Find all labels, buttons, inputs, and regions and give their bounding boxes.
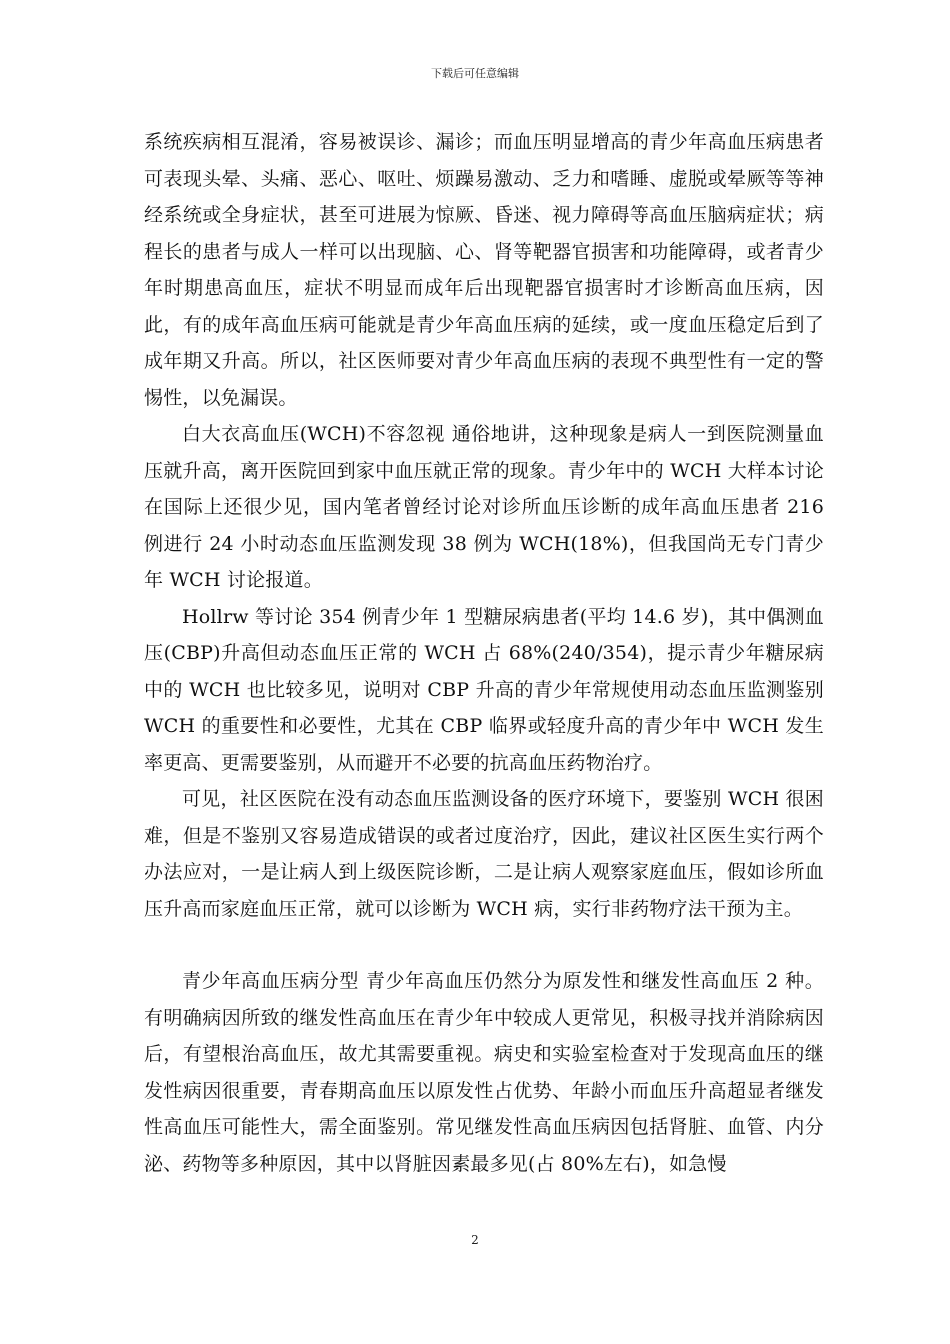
- paragraph-classification: 青少年高血压病分型 青少年高血压仍然分为原发性和继发性高血压 2 种。有明确病因所致的继发性高血压在青少年中较成人更常见，积极寻找并消除病因后，有望根治高血压，故尤其需要重视。病史和实验室检查对于发现高血压的继发性病因很重要，青春期高血压以原发性占优势、年龄小而血压升高超显者继发性高血压可能性大，需全面鉴别。常见继发性高血压病因包括肾脏、血管、内分泌、药物等多种原因，其中以肾脏因素最多见(占 80%左右)，如急慢: [144, 970, 824, 1175]
- page-header: 下载后可任意编辑: [431, 67, 519, 80]
- paragraph-symptoms: 系统疾病相互混淆，容易被误诊、漏诊；而血压明显增高的青少年高血压病患者可表现头晕、头痛、恶心、呕吐、烦躁易激动、乏力和嗜睡、虚脱或晕厥等等神经系统或全身症状，甚至可进展为惊厥、昏迷、视力障碍等高血压脑病症状；病程长的患者与成人一样可以出现脑、心、肾等靶器官损害和功能障碍，或者青少年时期患高血压，症状不明显而成年后出现靶器官损害时才诊断高血压病，因此，有的成年高血压病可能就是青少年高血压病的延续，或一度血压稳定后到了成年期又升高。所以，社区医师要对青少年高血压病的表现不典型性有一定的警惕性，以免漏误。: [144, 131, 824, 409]
- paragraph-hollrw-study: Hollrw 等讨论 354 例青少年 1 型糖尿病患者(平均 14.6 岁)，其中偶测血压(CBP)升高但动态血压正常的 WCH 占 68%(240/354)，提示青少年糖尿病中的 WCH 也比较多见，说明对 CBP 升高的青少年常规使用动态血压监测鉴别 WCH 的重要性和必要性，尤其在 CBP 临界或轻度升高的青少年中 WCH 发生率更高、更需要鉴别，从而避开不必要的抗高血压药物治疗。: [144, 605, 824, 774]
- paragraph-white-coat-hypertension: 白大衣高血压(WCH)不容忽视 通俗地讲，这种现象是病人一到医院测量血压就升高，离开医院回到家中血压就正常的现象。青少年中的 WCH 大样本讨论在国际上还很少见，国内笔者曾经讨论对诊所血压诊断的成年高血压患者 216 例进行 24 小时动态血压监测发现 38 例为 WCH(18%)，但我国尚无专门青少年 WCH 讨论报道。: [144, 423, 824, 591]
- page-number: 2: [471, 1233, 479, 1247]
- document-body: [144, 124, 824, 1182]
- paragraph-community-advice: 可见，社区医院在没有动态血压监测设备的医疗环境下，要鉴别 WCH 很困难，但是不鉴别又容易造成错误的或者过度治疗，因此，建议社区医生实行两个办法应对，一是让病人到上级医院诊断，二是让病人观察家庭血压，假如诊所血压升高而家庭血压正常，就可以诊断为 WCH 病，实行非药物疗法干预为主。: [144, 788, 824, 920]
